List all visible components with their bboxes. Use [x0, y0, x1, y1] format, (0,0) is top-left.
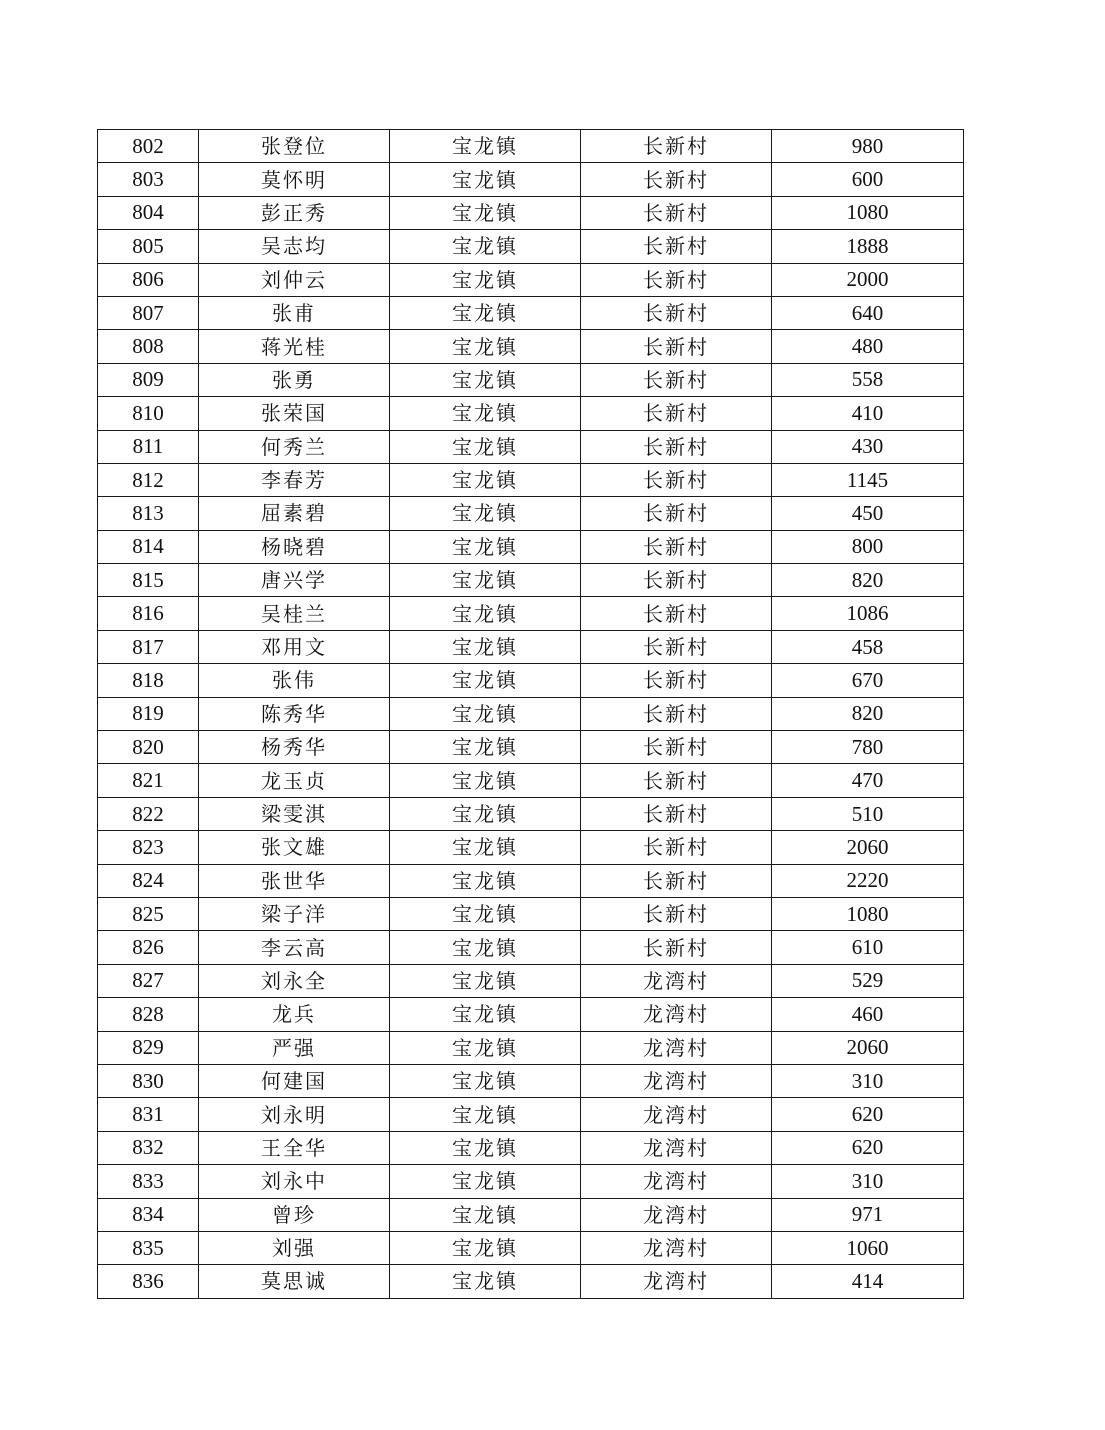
amount-cell: 410: [772, 397, 964, 430]
table-row: [98, 664, 964, 697]
amount-cell: 1145: [772, 463, 964, 496]
amount-cell: 780: [772, 731, 964, 764]
name-cell: 杨晓碧: [199, 530, 390, 563]
table-row: [98, 1198, 964, 1231]
row-number-cell: 804: [98, 196, 199, 229]
town-cell: 宝龙镇: [390, 163, 581, 196]
amount-cell: 460: [772, 998, 964, 1031]
name-cell: 刘强: [199, 1231, 390, 1264]
name-cell: 杨秀华: [199, 731, 390, 764]
village-cell: 长新村: [581, 931, 772, 964]
amount-cell: 310: [772, 1165, 964, 1198]
table-row: [98, 697, 964, 730]
town-cell: 宝龙镇: [390, 363, 581, 396]
row-number-cell: 808: [98, 330, 199, 363]
town-cell: 宝龙镇: [390, 998, 581, 1031]
village-cell: 长新村: [581, 363, 772, 396]
row-number-cell: 803: [98, 163, 199, 196]
row-number-cell: 819: [98, 697, 199, 730]
row-number-cell: 825: [98, 897, 199, 930]
village-cell: 长新村: [581, 463, 772, 496]
name-cell: 张世华: [199, 864, 390, 897]
table-row: [98, 998, 964, 1031]
row-number-cell: 814: [98, 530, 199, 563]
town-cell: 宝龙镇: [390, 1265, 581, 1298]
town-cell: 宝龙镇: [390, 964, 581, 997]
name-cell: 张甫: [199, 296, 390, 329]
amount-cell: 971: [772, 1198, 964, 1231]
name-cell: 龙兵: [199, 998, 390, 1031]
table-row: [98, 864, 964, 897]
name-cell: 屈素碧: [199, 497, 390, 530]
town-cell: 宝龙镇: [390, 1131, 581, 1164]
village-cell: 长新村: [581, 664, 772, 697]
row-number-cell: 836: [98, 1265, 199, 1298]
village-cell: 长新村: [581, 497, 772, 530]
town-cell: 宝龙镇: [390, 430, 581, 463]
amount-cell: 2220: [772, 864, 964, 897]
table-row: [98, 430, 964, 463]
table-row: [98, 296, 964, 329]
amount-cell: 414: [772, 1265, 964, 1298]
village-cell: 龙湾村: [581, 1131, 772, 1164]
name-cell: 曾珍: [199, 1198, 390, 1231]
village-cell: 长新村: [581, 296, 772, 329]
town-cell: 宝龙镇: [390, 1064, 581, 1097]
village-cell: 长新村: [581, 430, 772, 463]
name-cell: 吴志均: [199, 230, 390, 263]
town-cell: 宝龙镇: [390, 764, 581, 797]
amount-cell: 458: [772, 630, 964, 663]
table-row: [98, 1165, 964, 1198]
amount-cell: 670: [772, 664, 964, 697]
village-cell: 龙湾村: [581, 1231, 772, 1264]
name-cell: 龙玉贞: [199, 764, 390, 797]
table-row: [98, 163, 964, 196]
amount-cell: 480: [772, 330, 964, 363]
town-cell: 宝龙镇: [390, 931, 581, 964]
amount-cell: 2060: [772, 831, 964, 864]
amount-cell: 820: [772, 564, 964, 597]
village-cell: 长新村: [581, 597, 772, 630]
row-number-cell: 827: [98, 964, 199, 997]
row-number-cell: 833: [98, 1165, 199, 1198]
row-number-cell: 821: [98, 764, 199, 797]
name-cell: 莫思诚: [199, 1265, 390, 1298]
name-cell: 莫怀明: [199, 163, 390, 196]
town-cell: 宝龙镇: [390, 196, 581, 229]
row-number-cell: 809: [98, 363, 199, 396]
table-row: [98, 1131, 964, 1164]
town-cell: 宝龙镇: [390, 1198, 581, 1231]
row-number-cell: 807: [98, 296, 199, 329]
table-row: [98, 363, 964, 396]
village-cell: 长新村: [581, 564, 772, 597]
village-cell: 长新村: [581, 330, 772, 363]
table-row: [98, 1231, 964, 1264]
name-cell: 张文雄: [199, 831, 390, 864]
amount-cell: 620: [772, 1131, 964, 1164]
amount-cell: 600: [772, 163, 964, 196]
village-cell: 龙湾村: [581, 964, 772, 997]
row-number-cell: 828: [98, 998, 199, 1031]
name-cell: 张荣国: [199, 397, 390, 430]
table-row: [98, 964, 964, 997]
village-cell: 长新村: [581, 230, 772, 263]
row-number-cell: 822: [98, 797, 199, 830]
village-cell: 长新村: [581, 263, 772, 296]
town-cell: 宝龙镇: [390, 797, 581, 830]
village-cell: 长新村: [581, 130, 772, 163]
table-row: [98, 630, 964, 663]
name-cell: 吴桂兰: [199, 597, 390, 630]
table-row: [98, 597, 964, 630]
name-cell: 刘永全: [199, 964, 390, 997]
row-number-cell: 805: [98, 230, 199, 263]
table-row: [98, 196, 964, 229]
amount-cell: 2000: [772, 263, 964, 296]
amount-cell: 640: [772, 296, 964, 329]
amount-cell: 529: [772, 964, 964, 997]
town-cell: 宝龙镇: [390, 897, 581, 930]
table-row: [98, 797, 964, 830]
table-row: [98, 1098, 964, 1131]
name-cell: 邓用文: [199, 630, 390, 663]
village-cell: 长新村: [581, 764, 772, 797]
name-cell: 严强: [199, 1031, 390, 1064]
table-body: [98, 130, 964, 1299]
name-cell: 何秀兰: [199, 430, 390, 463]
row-number-cell: 815: [98, 564, 199, 597]
town-cell: 宝龙镇: [390, 1098, 581, 1131]
row-number-cell: 830: [98, 1064, 199, 1097]
row-number-cell: 823: [98, 831, 199, 864]
table-row: [98, 1031, 964, 1064]
amount-cell: 1080: [772, 897, 964, 930]
town-cell: 宝龙镇: [390, 1031, 581, 1064]
table-row: [98, 130, 964, 163]
name-cell: 王全华: [199, 1131, 390, 1164]
town-cell: 宝龙镇: [390, 263, 581, 296]
village-cell: 龙湾村: [581, 1265, 772, 1298]
name-cell: 刘永中: [199, 1165, 390, 1198]
name-cell: 蒋光桂: [199, 330, 390, 363]
amount-cell: 980: [772, 130, 964, 163]
row-number-cell: 813: [98, 497, 199, 530]
row-number-cell: 818: [98, 664, 199, 697]
name-cell: 张伟: [199, 664, 390, 697]
name-cell: 梁子洋: [199, 897, 390, 930]
row-number-cell: 835: [98, 1231, 199, 1264]
row-number-cell: 812: [98, 463, 199, 496]
row-number-cell: 810: [98, 397, 199, 430]
row-number-cell: 802: [98, 130, 199, 163]
row-number-cell: 824: [98, 864, 199, 897]
village-cell: 长新村: [581, 397, 772, 430]
village-cell: 龙湾村: [581, 1064, 772, 1097]
name-cell: 彭正秀: [199, 196, 390, 229]
table-row: [98, 764, 964, 797]
data-table: [97, 129, 964, 1299]
amount-cell: 800: [772, 530, 964, 563]
name-cell: 刘仲云: [199, 263, 390, 296]
amount-cell: 430: [772, 430, 964, 463]
amount-cell: 1080: [772, 196, 964, 229]
village-cell: 龙湾村: [581, 1031, 772, 1064]
town-cell: 宝龙镇: [390, 697, 581, 730]
table-row: [98, 731, 964, 764]
village-cell: 长新村: [581, 630, 772, 663]
amount-cell: 1060: [772, 1231, 964, 1264]
row-number-cell: 806: [98, 263, 199, 296]
village-cell: 长新村: [581, 196, 772, 229]
village-cell: 长新村: [581, 897, 772, 930]
table-row: [98, 897, 964, 930]
name-cell: 李云高: [199, 931, 390, 964]
village-cell: 长新村: [581, 831, 772, 864]
town-cell: 宝龙镇: [390, 597, 581, 630]
town-cell: 宝龙镇: [390, 230, 581, 263]
village-cell: 长新村: [581, 797, 772, 830]
town-cell: 宝龙镇: [390, 564, 581, 597]
name-cell: 刘永明: [199, 1098, 390, 1131]
town-cell: 宝龙镇: [390, 664, 581, 697]
amount-cell: 310: [772, 1064, 964, 1097]
name-cell: 梁雯淇: [199, 797, 390, 830]
name-cell: 张登位: [199, 130, 390, 163]
table-row: [98, 1064, 964, 1097]
town-cell: 宝龙镇: [390, 397, 581, 430]
amount-cell: 620: [772, 1098, 964, 1131]
town-cell: 宝龙镇: [390, 530, 581, 563]
name-cell: 唐兴学: [199, 564, 390, 597]
amount-cell: 820: [772, 697, 964, 730]
town-cell: 宝龙镇: [390, 130, 581, 163]
village-cell: 长新村: [581, 530, 772, 563]
name-cell: 张勇: [199, 363, 390, 396]
amount-cell: 610: [772, 931, 964, 964]
name-cell: 陈秀华: [199, 697, 390, 730]
amount-cell: 470: [772, 764, 964, 797]
row-number-cell: 834: [98, 1198, 199, 1231]
table-row: [98, 497, 964, 530]
table-row: [98, 931, 964, 964]
row-number-cell: 811: [98, 430, 199, 463]
village-cell: 长新村: [581, 697, 772, 730]
amount-cell: 450: [772, 497, 964, 530]
village-cell: 龙湾村: [581, 1198, 772, 1231]
table-row: [98, 463, 964, 496]
village-cell: 龙湾村: [581, 1165, 772, 1198]
village-cell: 长新村: [581, 864, 772, 897]
table-row: [98, 263, 964, 296]
village-cell: 龙湾村: [581, 1098, 772, 1131]
row-number-cell: 831: [98, 1098, 199, 1131]
row-number-cell: 826: [98, 931, 199, 964]
row-number-cell: 816: [98, 597, 199, 630]
table-row: [98, 530, 964, 563]
town-cell: 宝龙镇: [390, 630, 581, 663]
table-row: [98, 564, 964, 597]
table-row: [98, 330, 964, 363]
town-cell: 宝龙镇: [390, 1165, 581, 1198]
town-cell: 宝龙镇: [390, 731, 581, 764]
town-cell: 宝龙镇: [390, 864, 581, 897]
town-cell: 宝龙镇: [390, 497, 581, 530]
name-cell: 何建国: [199, 1064, 390, 1097]
name-cell: 李春芳: [199, 463, 390, 496]
village-cell: 龙湾村: [581, 998, 772, 1031]
amount-cell: 558: [772, 363, 964, 396]
table-row: [98, 230, 964, 263]
town-cell: 宝龙镇: [390, 463, 581, 496]
town-cell: 宝龙镇: [390, 330, 581, 363]
table-row: [98, 831, 964, 864]
town-cell: 宝龙镇: [390, 296, 581, 329]
table-row: [98, 1265, 964, 1298]
row-number-cell: 820: [98, 731, 199, 764]
amount-cell: 2060: [772, 1031, 964, 1064]
table-row: [98, 397, 964, 430]
amount-cell: 510: [772, 797, 964, 830]
town-cell: 宝龙镇: [390, 1231, 581, 1264]
village-cell: 长新村: [581, 163, 772, 196]
row-number-cell: 832: [98, 1131, 199, 1164]
village-cell: 长新村: [581, 731, 772, 764]
amount-cell: 1086: [772, 597, 964, 630]
town-cell: 宝龙镇: [390, 831, 581, 864]
row-number-cell: 817: [98, 630, 199, 663]
row-number-cell: 829: [98, 1031, 199, 1064]
amount-cell: 1888: [772, 230, 964, 263]
